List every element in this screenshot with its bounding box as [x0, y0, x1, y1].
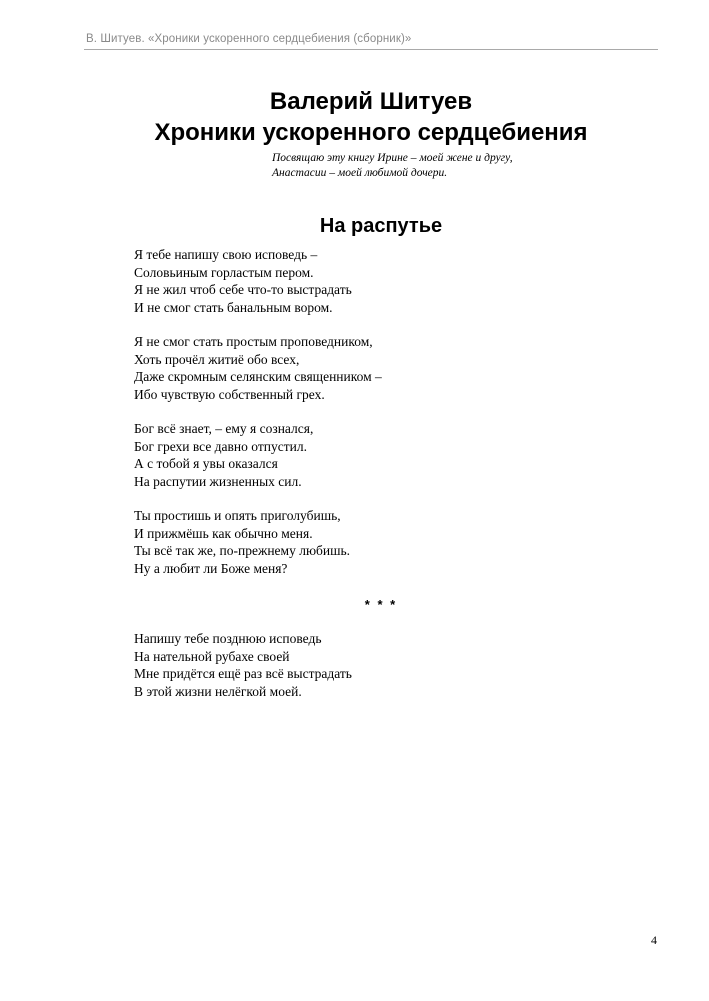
- poem-line: В этой жизни нелёгкой моей.: [134, 684, 302, 700]
- poem-line: Хоть прочёл житиё обо всех,: [134, 351, 300, 367]
- stanza-1: [134, 246, 352, 317]
- dedication-line: Посвящаю эту книгу Ирине – моей жене и другу,: [272, 152, 513, 164]
- poem-line: Напишу тебе позднюю исповедь: [134, 631, 322, 646]
- poem-line: Даже скромным селянским священником –: [134, 369, 382, 385]
- header-divider: [84, 49, 658, 50]
- stanza-3: [134, 420, 313, 491]
- poem-line: Ты простишь и опять приголубишь,: [134, 508, 341, 523]
- poem-line: А с тобой я увы оказался: [134, 456, 278, 472]
- stanza-2: [134, 333, 382, 404]
- poem-line: И не смог стать банальным вором.: [134, 300, 333, 316]
- poem-line: И прижмёшь как обычно меня.: [134, 525, 313, 541]
- poem-line: Ну а любит ли Боже меня?: [134, 561, 288, 577]
- poem-line: Ты всё так же, по-прежнему любишь.: [134, 543, 351, 559]
- poem-line: Ибо чувствую собственный грех.: [134, 387, 325, 403]
- poem-line: Мне придётся ещё раз всё выстрадать: [134, 666, 352, 682]
- poem-line: На нательной рубахе своей: [134, 648, 290, 664]
- poem-line: Бог всё знает, – ему я сознался,: [134, 421, 314, 436]
- book-title: Хроники ускоренного сердцебиения: [154, 119, 588, 146]
- poem-line: Соловьиным горластым пером.: [134, 264, 314, 280]
- stanza-4: [134, 507, 350, 578]
- dedication: [272, 151, 513, 181]
- section-separator: * * *: [364, 597, 398, 612]
- poem-line: Бог грехи все давно отпустил.: [134, 438, 307, 454]
- page-number: 4: [651, 933, 657, 947]
- poem-line: Я не жил чтоб себе что-то выстрадать: [134, 282, 352, 298]
- running-header: В. Шитуев. «Хроники ускоренного сердцебиения (сборник)»: [86, 33, 412, 45]
- book-title-block: [84, 86, 658, 148]
- dedication-line: Анастасии – моей любимой дочери.: [272, 167, 448, 179]
- author-name: Валерий Шитуев: [269, 88, 473, 115]
- next-poem-stanza-1: [134, 630, 352, 701]
- poem-title: На распутье: [319, 215, 443, 237]
- poem-line: Я не смог стать простым проповедником,: [134, 334, 373, 349]
- poem-line: Я тебе напишу свою исповедь –: [134, 247, 318, 262]
- poem-line: На распутии жизненных сил.: [134, 474, 302, 490]
